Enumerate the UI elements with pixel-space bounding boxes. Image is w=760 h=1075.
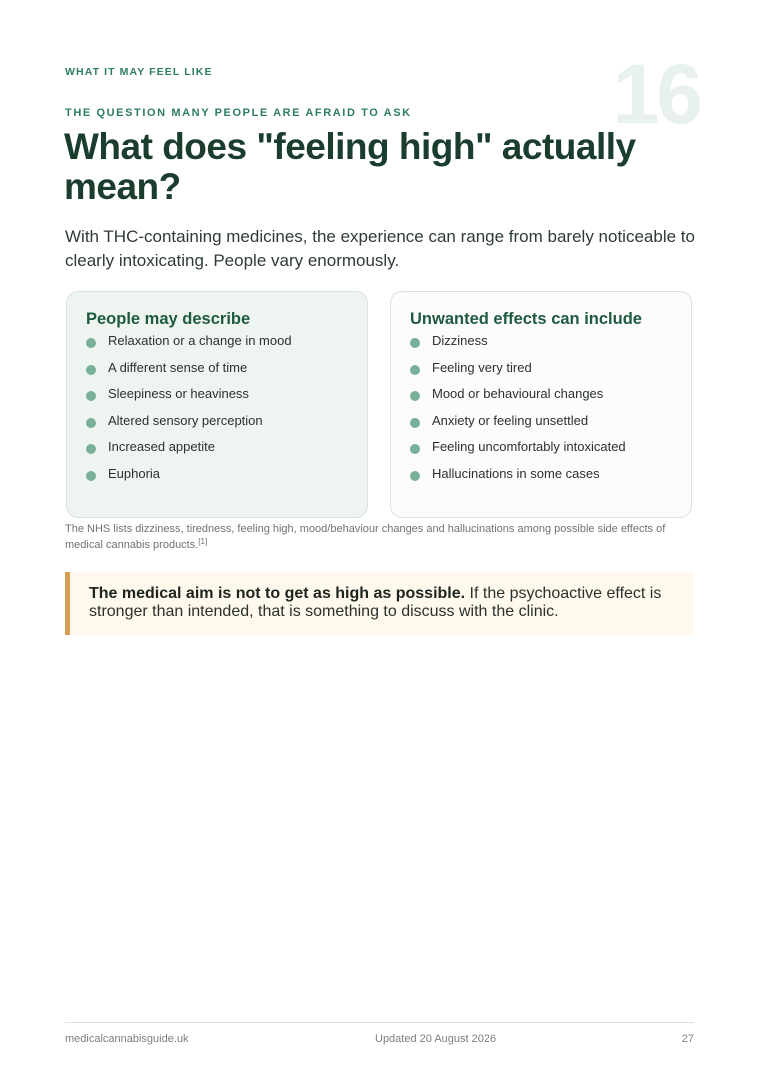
callout-text: If the psychoactive effect is stronger than intended, that is something to discuss with the clinic. (89, 585, 662, 620)
citation-link[interactable]: [1] (198, 537, 208, 546)
list-item (86, 360, 348, 387)
list-item (410, 333, 672, 360)
list-item-text: Feeling very tired (432, 359, 532, 375)
bullet-dot (410, 418, 420, 428)
bullet-dot (86, 338, 96, 348)
list-item (410, 386, 672, 413)
effects-list (86, 333, 348, 492)
list-item-text: Euphoria (108, 465, 161, 481)
bullet-dot (86, 471, 96, 481)
page-number: 27 (681, 1033, 694, 1045)
list-item-text: Increased appetite (108, 439, 215, 454)
source-note-text: The NHS lists dizziness, tiredness, feeling high, mood/behaviour changes and hallucinations among possible side effects of medical cannabis products. (65, 523, 666, 551)
list-item (410, 466, 672, 493)
list-item-text: Dizziness (432, 333, 488, 348)
list-item (86, 386, 348, 413)
footer-divider (65, 1022, 694, 1023)
card-people-may-describe (66, 291, 368, 518)
bullet-dot (86, 418, 96, 428)
bullet-dot (410, 391, 420, 401)
section-label: WHAT IT MAY FEEL LIKE (65, 66, 213, 78)
bullet-dot (410, 338, 420, 348)
list-item-text: A different sense of time (108, 359, 248, 375)
list-item-text: Sleepiness or heaviness (108, 386, 249, 401)
list-item (410, 439, 672, 466)
list-item-text: Altered sensory perception (108, 412, 263, 428)
list-item-text: Mood or behavioural changes (432, 386, 604, 401)
source-note (65, 521, 695, 553)
effects-list (410, 333, 672, 492)
list-item-text: Relaxation or a change in mood (108, 333, 292, 348)
chapter-number: 16 (612, 47, 700, 141)
list-item (410, 360, 672, 387)
list-item (410, 413, 672, 440)
card-unwanted-effects (390, 291, 692, 518)
bullet-dot (410, 471, 420, 481)
bullet-dot (410, 444, 420, 454)
list-item (86, 333, 348, 360)
lede-paragraph: With THC-containing medicines, the experience can range from barely noticeable to clearly intoxicating. People vary enormously. (65, 227, 695, 270)
list-item (86, 466, 348, 493)
bullet-dot (86, 444, 96, 454)
bullet-dot (410, 365, 420, 375)
list-item (86, 439, 348, 466)
bullet-dot (86, 365, 96, 375)
footer-updated-date: Updated 20 August 2026 (375, 1033, 497, 1045)
footer-site: medicalcannabisguide.uk (65, 1033, 189, 1045)
list-item-text: Anxiety or feeling unsettled (432, 412, 589, 428)
callout-box (65, 572, 694, 635)
list-item-text: Feeling uncomfortably intoxicated (432, 439, 626, 454)
card-heading: People may describe (86, 310, 251, 328)
list-item-text: Hallucinations in some cases (432, 465, 600, 481)
card-heading: Unwanted effects can include (410, 310, 642, 328)
list-item (86, 413, 348, 440)
callout-emphasis: The medical aim is not to get as high as possible. (89, 585, 466, 602)
kicker: THE QUESTION MANY PEOPLE ARE AFRAID TO ASK (65, 107, 412, 119)
page-title: What does "feeling high" actually mean? (64, 126, 636, 207)
bullet-dot (86, 391, 96, 401)
